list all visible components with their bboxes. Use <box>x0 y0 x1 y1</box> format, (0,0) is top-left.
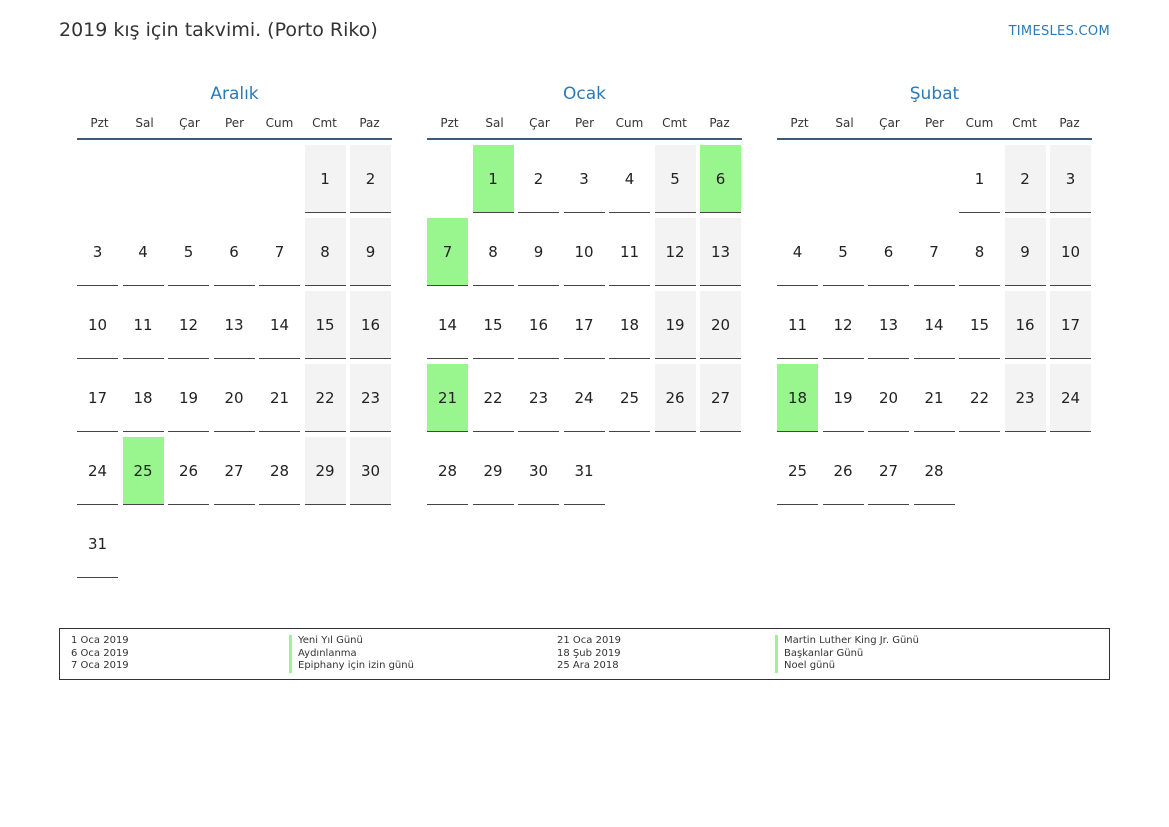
day-cell: 18 <box>123 364 164 432</box>
weekday-header <box>77 106 392 140</box>
holiday-day-cell: 7 <box>427 218 468 286</box>
day-cell: 16 <box>1005 291 1046 359</box>
day-cell: 21 <box>914 364 955 432</box>
day-cell: 5 <box>655 145 696 213</box>
day-cell: 15 <box>305 291 346 359</box>
day-cell: 3 <box>564 145 605 213</box>
legend-date: 1 Oca 2019 <box>71 635 129 646</box>
legend-date: 25 Ara 2018 <box>557 660 619 671</box>
day-cell: 30 <box>350 437 391 505</box>
weekday-label: Pzt <box>90 116 109 130</box>
day-cell: 16 <box>518 291 559 359</box>
day-cell: 5 <box>823 218 864 286</box>
day-cell: 26 <box>655 364 696 432</box>
day-cell: 28 <box>914 437 955 505</box>
month-2 <box>427 82 742 480</box>
month-name: Şubat <box>909 84 960 104</box>
site-link[interactable]: TIMESLES.COM <box>1008 24 1110 39</box>
weekday-label: Cum <box>965 116 994 130</box>
weekday-label: Paz <box>1059 116 1080 130</box>
day-cell: 7 <box>259 218 300 286</box>
weekday-label: Çar <box>879 116 900 130</box>
day-cell: 31 <box>77 510 118 578</box>
weekday-label: Sal <box>135 116 154 130</box>
legend-date: 7 Oca 2019 <box>71 660 129 671</box>
legend-holiday-name: Noel günü <box>775 660 835 673</box>
day-cell: 30 <box>518 437 559 505</box>
day-cell: 10 <box>1050 218 1091 286</box>
day-cell: 14 <box>259 291 300 359</box>
day-cell: 17 <box>1050 291 1091 359</box>
day-cell: 6 <box>868 218 909 286</box>
weekday-header <box>777 106 1092 140</box>
day-cell: 27 <box>214 437 255 505</box>
day-cell: 2 <box>518 145 559 213</box>
day-cell: 12 <box>823 291 864 359</box>
day-cell: 3 <box>1050 145 1091 213</box>
weekday-label: Cmt <box>662 116 687 130</box>
day-cell: 29 <box>473 437 514 505</box>
day-cell: 4 <box>777 218 818 286</box>
day-cell: 2 <box>1005 145 1046 213</box>
day-cell: 4 <box>609 145 650 213</box>
day-cell: 19 <box>655 291 696 359</box>
month-3 <box>777 82 1092 480</box>
day-cell: 6 <box>214 218 255 286</box>
page-title: 2019 kış için takvimi. (Porto Riko) <box>59 19 378 41</box>
weekday-label: Cum <box>615 116 644 130</box>
day-cell: 8 <box>959 218 1000 286</box>
weekday-label: Pzt <box>790 116 809 130</box>
day-cell: 2 <box>350 145 391 213</box>
weekday-header <box>427 106 742 140</box>
legend-date: 21 Oca 2019 <box>557 635 622 646</box>
day-cell: 22 <box>305 364 346 432</box>
day-cell: 13 <box>700 218 741 286</box>
day-cell: 7 <box>914 218 955 286</box>
day-cell: 19 <box>168 364 209 432</box>
day-cell: 8 <box>305 218 346 286</box>
day-cell: 11 <box>609 218 650 286</box>
weekday-label: Paz <box>709 116 730 130</box>
weekday-label: Per <box>224 116 245 130</box>
day-cell: 10 <box>77 291 118 359</box>
day-cell: 9 <box>1005 218 1046 286</box>
day-cell: 18 <box>609 291 650 359</box>
weekday-label: Cmt <box>312 116 337 130</box>
day-cell: 9 <box>350 218 391 286</box>
day-cell: 23 <box>1005 364 1046 432</box>
weekday-label: Per <box>574 116 595 130</box>
month-1 <box>77 82 392 553</box>
day-cell: 26 <box>168 437 209 505</box>
month-name: Aralık <box>210 84 259 104</box>
day-cell: 8 <box>473 218 514 286</box>
day-cell: 14 <box>914 291 955 359</box>
legend-holiday-name: Martin Luther King Jr. Günü <box>775 635 919 648</box>
weekday-label: Cum <box>265 116 294 130</box>
day-cell: 20 <box>700 291 741 359</box>
day-cell: 5 <box>168 218 209 286</box>
weekday-label: Sal <box>835 116 854 130</box>
legend-holiday-name: Yeni Yıl Günü <box>289 635 363 648</box>
day-cell: 25 <box>777 437 818 505</box>
day-cell: 14 <box>427 291 468 359</box>
day-cell: 20 <box>868 364 909 432</box>
day-cell: 11 <box>777 291 818 359</box>
weekday-label: Çar <box>529 116 550 130</box>
legend-date: 18 Şub 2019 <box>557 647 621 659</box>
day-cell: 24 <box>564 364 605 432</box>
day-cell: 12 <box>655 218 696 286</box>
weekday-label: Per <box>924 116 945 130</box>
day-cell: 28 <box>427 437 468 505</box>
day-cell: 4 <box>123 218 164 286</box>
day-cell: 21 <box>259 364 300 432</box>
weekday-label: Sal <box>485 116 504 130</box>
day-cell: 11 <box>123 291 164 359</box>
day-cell: 13 <box>214 291 255 359</box>
day-cell: 24 <box>1050 364 1091 432</box>
weekday-label: Cmt <box>1012 116 1037 130</box>
day-cell: 31 <box>564 437 605 505</box>
day-cell: 24 <box>77 437 118 505</box>
day-cell: 10 <box>564 218 605 286</box>
holiday-day-cell: 1 <box>473 145 514 213</box>
day-cell: 17 <box>77 364 118 432</box>
day-cell: 26 <box>823 437 864 505</box>
legend-holiday-name: Aydınlanma <box>289 648 357 661</box>
legend-holiday-name: Epiphany için izin günü <box>289 660 414 673</box>
day-cell: 9 <box>518 218 559 286</box>
day-cell: 20 <box>214 364 255 432</box>
legend-date: 6 Oca 2019 <box>71 647 129 659</box>
day-cell: 3 <box>77 218 118 286</box>
day-cell: 29 <box>305 437 346 505</box>
day-cell: 1 <box>305 145 346 213</box>
day-cell: 23 <box>350 364 391 432</box>
day-cell: 23 <box>518 364 559 432</box>
day-cell: 1 <box>959 145 1000 213</box>
holiday-day-cell: 21 <box>427 364 468 432</box>
day-cell: 28 <box>259 437 300 505</box>
holiday-day-cell: 6 <box>700 145 741 213</box>
month-name: Ocak <box>563 84 606 104</box>
legend-holiday-name: Başkanlar Günü <box>775 648 863 661</box>
day-cell: 17 <box>564 291 605 359</box>
weekday-label: Paz <box>359 116 380 130</box>
day-cell: 15 <box>959 291 1000 359</box>
holiday-day-cell: 25 <box>123 437 164 505</box>
day-cell: 13 <box>868 291 909 359</box>
day-cell: 16 <box>350 291 391 359</box>
holiday-day-cell: 18 <box>777 364 818 432</box>
holiday-legend <box>59 628 1110 680</box>
day-cell: 22 <box>473 364 514 432</box>
day-cell: 15 <box>473 291 514 359</box>
day-cell: 12 <box>168 291 209 359</box>
day-cell: 27 <box>868 437 909 505</box>
day-cell: 19 <box>823 364 864 432</box>
weekday-label: Pzt <box>440 116 459 130</box>
day-cell: 22 <box>959 364 1000 432</box>
day-cell: 25 <box>609 364 650 432</box>
day-cell: 27 <box>700 364 741 432</box>
weekday-label: Çar <box>179 116 200 130</box>
